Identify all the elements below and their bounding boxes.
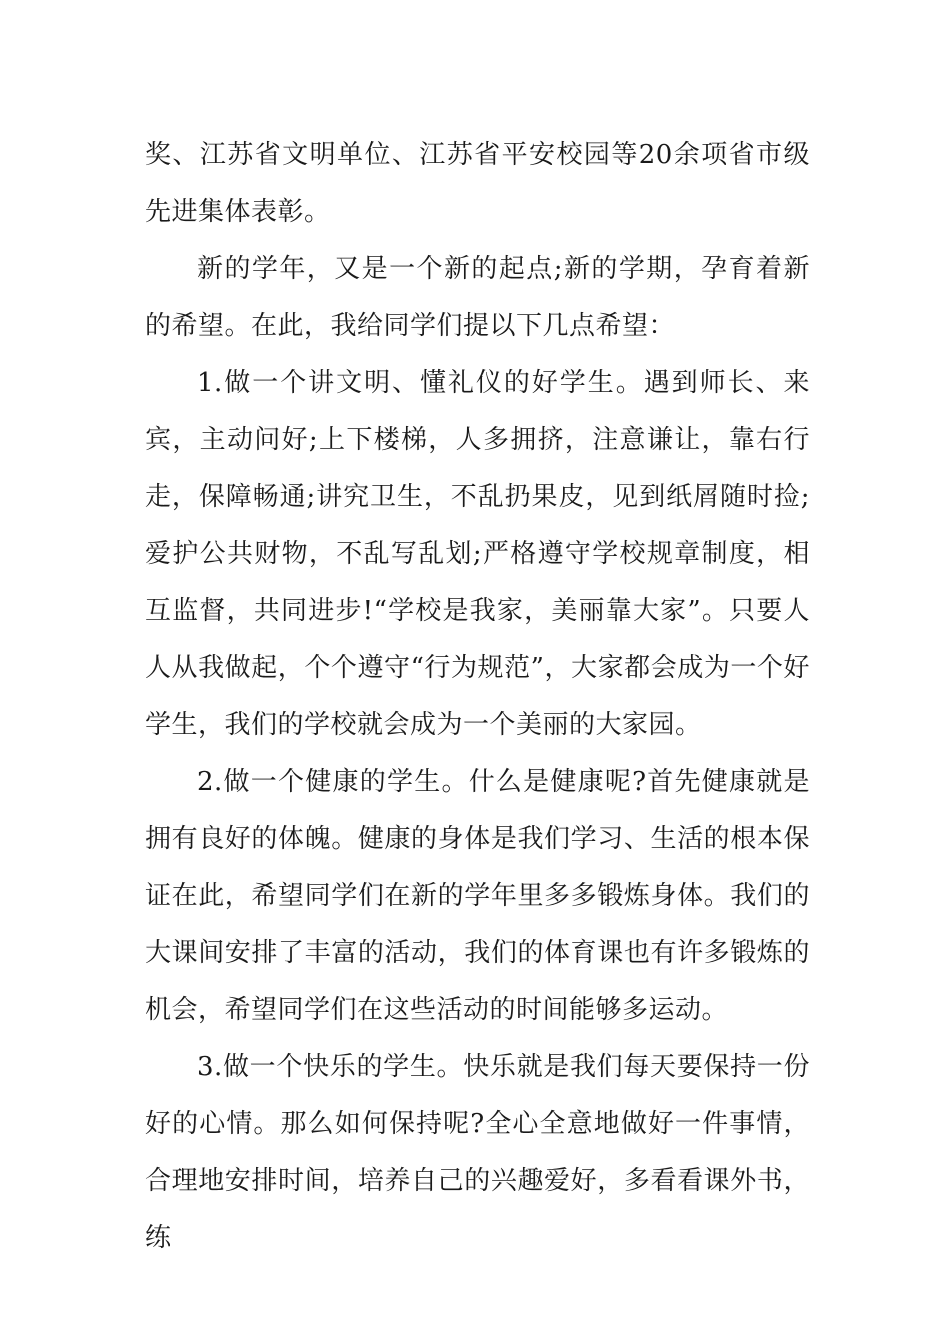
paragraph-2: 新的学年，又是一个新的起点;新的学期，孕育着新的希望。在此，我给同学们提以下几点希望：: [145, 254, 810, 341]
paragraph-5: 3.做一个快乐的学生。快乐就是我们每天要保持一份好的心情。那么如何保持呢?全心全意地做好一件事情，合理地安排时间，培养自己的兴趣爱好，多看看课外书，练: [145, 1052, 810, 1253]
paragraph-3: 1.做一个讲文明、懂礼仪的好学生。遇到师长、来宾，主动问好;上下楼梯，人多拥挤，注意谦让，靠右行走，保障畅通;讲究卫生，不乱扔果皮，见到纸屑随时捡;爱护公共财物，不乱写乱划;严格遵守学校规章制度，相互监督，共同进步!“学校是我家，美丽靠大家”。只要人人从我做起，个个遵守“行为规范”，大家都会成为一个好学生，我们的学校就会成为一个美丽的大家园。: [145, 368, 810, 740]
paragraph-1: 奖、江苏省文明单位、江苏省平安校园等20余项省市级先进集体表彰。: [145, 140, 810, 227]
paragraph-4: 2.做一个健康的学生。什么是健康呢?首先健康就是拥有良好的体魄。健康的身体是我们学习、生活的根本保证在此，希望同学们在新的学年里多多锻炼身体。我们的大课间安排了丰富的活动，我们的体育课也有许多锻炼的机会，希望同学们在这些活动的时间能够多运动。: [145, 767, 810, 1025]
document-body: [145, 127, 810, 1267]
